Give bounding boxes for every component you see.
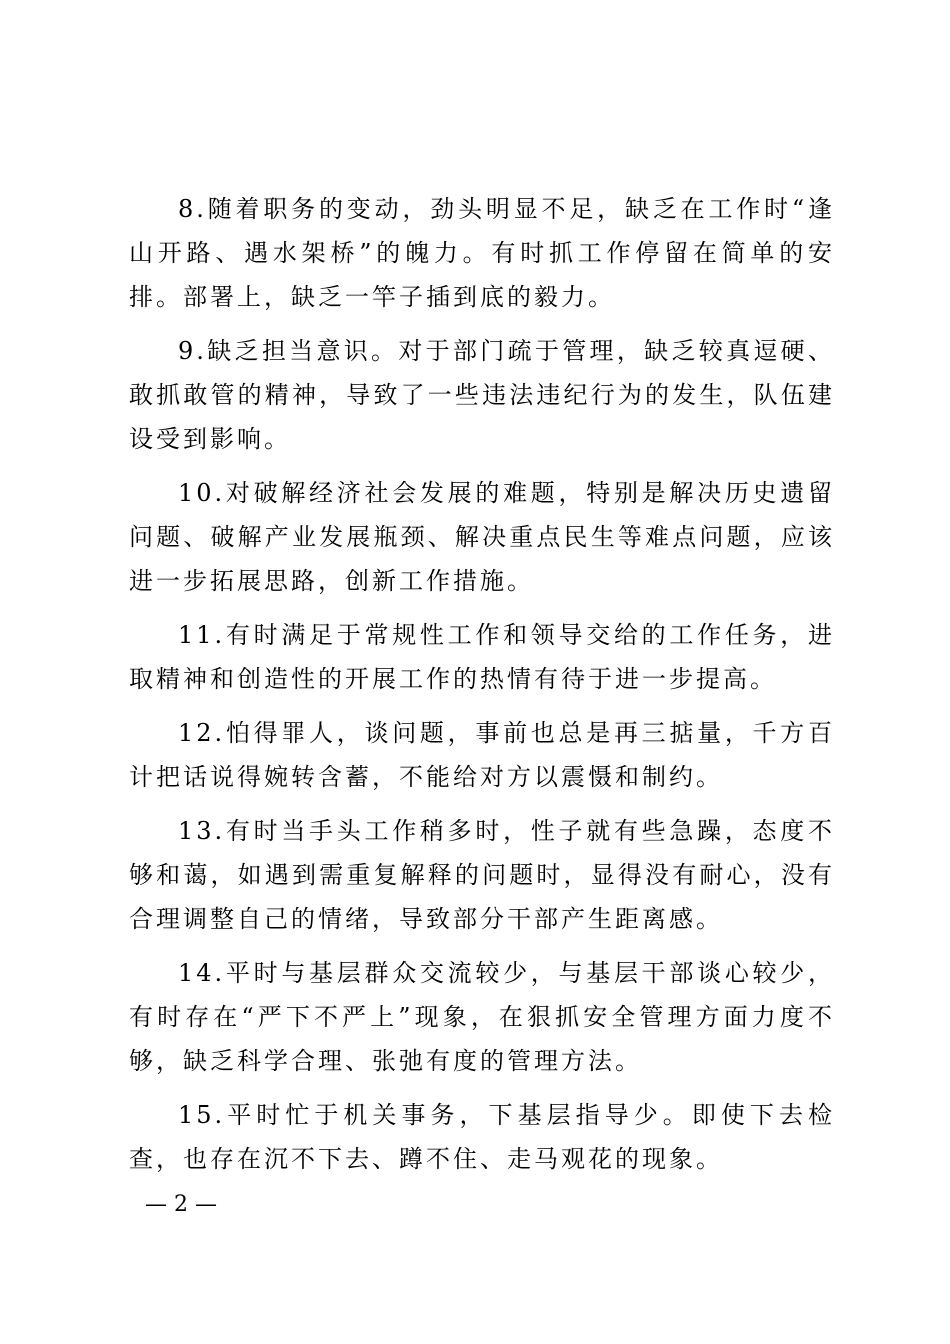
page-number: — 2 — xyxy=(145,1192,217,1217)
paragraph-item-13: 13.有时当手头工作稍多时，性子就有些急躁，态度不够和蔼，如遇到需重复解释的问题时，显得没有耐心，没有合理调整自己的情绪，导致部分干部产生距离感。 xyxy=(129,817,835,933)
document-body xyxy=(129,187,835,1191)
paragraph-item-8: 8.随着职务的变动，劲头明显不足，缺乏在工作时“逢山开路、遇水架桥”的魄力。有时抓工作停留在简单的安排。部署上，缺乏一竿子插到底的毅力。 xyxy=(129,195,835,311)
paragraph-item-14: 14.平时与基层群众交流较少，与基层干部谈心较少，有时存在“严下不严上”现象，在狠抓安全管理方面力度不够，缺乏科学合理、张弛有度的管理方法。 xyxy=(129,959,835,1075)
paragraph-item-10: 10.对破解经济社会发展的难题，特别是解决历史遗留问题、破解产业发展瓶颈、解决重点民生等难点问题，应该进一步拓展思路，创新工作措施。 xyxy=(129,479,835,595)
paragraph-item-15: 15.平时忙于机关事务，下基层指导少。即使下去检查，也存在沉不下去、蹲不住、走马观花的现象。 xyxy=(129,1101,835,1173)
paragraph-item-12: 12.怕得罪人，谈问题，事前也总是再三掂量，千方百计把话说得婉转含蓄，不能给对方以震慑和制约。 xyxy=(129,719,835,791)
paragraph-item-9: 9.缺乏担当意识。对于部门疏于管理，缺乏较真逗硬、敢抓敢管的精神，导致了一些违法违纪行为的发生，队伍建设受到影响。 xyxy=(129,337,835,453)
paragraph-item-11: 11.有时满足于常规性工作和领导交给的工作任务，进取精神和创造性的开展工作的热情有待于进一步提高。 xyxy=(129,621,835,693)
